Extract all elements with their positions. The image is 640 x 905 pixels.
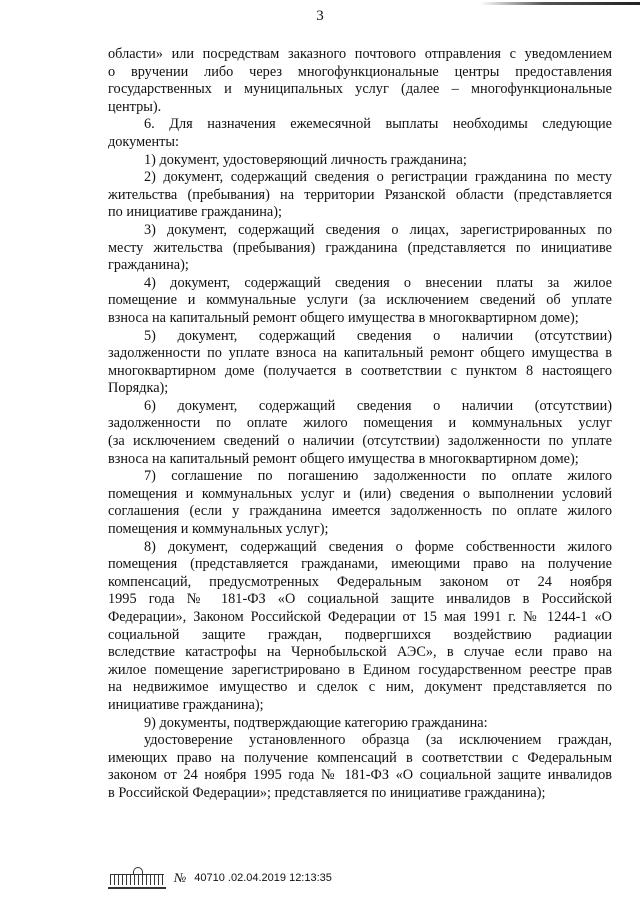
text-line: помещения и коммунальных услуг); xyxy=(108,521,329,538)
text-line: 3) документ, содержащий сведения о лицах, зарегистрированных по xyxy=(144,221,612,238)
text-line: 9) документы, подтверждающие категорию гражданина: xyxy=(144,714,488,731)
text-line: социальной защите граждан, подвергшихся воздействию радиации xyxy=(108,626,612,643)
text-line: жительства (пребывания) на территории Рязанской области (представляется xyxy=(108,186,612,203)
text-line: 8) документ, содержащий сведения о форме собственности жилого xyxy=(144,538,612,555)
text-line: вследствие катастрофы на Чернобыльской АЭС», в случае если право на xyxy=(108,644,612,661)
text-line: на недвижимое имущество и сделок с ним, документ представляется по xyxy=(108,679,612,696)
text-line: взноса на капитальный ремонт общего имущества в многоквартирном доме); xyxy=(108,309,579,326)
document-body xyxy=(108,46,612,803)
text-line: в Российской Федерации»; представляется по инициативе гражданина); xyxy=(108,784,546,801)
text-line: 2) документ, содержащий сведения о регистрации гражданина по месту xyxy=(144,169,612,186)
text-line: государственных и муниципальных услуг (далее – многофункциональные xyxy=(108,81,612,98)
text-line: области» или посредствам заказного почтового отправления с уведомлением xyxy=(108,46,612,62)
text-line: месту жительства (пребывания) гражданина (представляется по инициативе xyxy=(108,239,612,256)
government-building-icon xyxy=(108,867,166,889)
text-line: инициативе гражданина); xyxy=(108,696,264,713)
text-line: 6) документ, содержащий сведения о наличии (отсутствии) xyxy=(144,397,612,414)
scan-edge-mark xyxy=(480,2,640,5)
text-line: задолженности по оплате жилого помещения и коммунальных услуг xyxy=(108,415,612,432)
text-line: 1995 года № 181-ФЗ «О социальной защите инвалидов в Российской xyxy=(108,591,612,608)
text-line: (за исключением сведений о наличии (отсутствии) задолженности по уплате xyxy=(108,433,612,450)
text-line: задолженности по уплате взноса на капитальный ремонт общего имущества в xyxy=(108,345,612,362)
text-line: многоквартирном доме (получается в соответствии с пунктом 8 настоящего xyxy=(108,362,612,379)
text-line: законом от 24 ноября 1995 года № 181-ФЗ «О социальной защите инвалидов xyxy=(108,767,612,784)
text-line: помещения (представляется гражданами, имеющими право на получение xyxy=(108,556,612,573)
footer xyxy=(108,866,332,890)
text-line: Федерации», Законом Российской Федерации от 15 мая 1991 г. № 1244-1 «О xyxy=(108,609,612,625)
text-line: 1) документ, удостоверяющий личность гражданина; xyxy=(144,151,467,168)
text-line: Порядка); xyxy=(108,380,169,397)
text-line: по инициативе гражданина); xyxy=(108,204,282,221)
text-line: центры). xyxy=(108,98,162,115)
text-line: 7) соглашение по погашению задолженности по оплате жилого xyxy=(144,468,612,485)
text-line: документы: xyxy=(108,133,179,150)
text-line: помещения и коммунальных услуг и (или) сведения о выполнении условий xyxy=(108,485,612,502)
text-line: удостоверение установленного образца (за исключением граждан, xyxy=(144,732,612,749)
text-line: 5) документ, содержащий сведения о наличии (отсутствии) xyxy=(144,327,612,344)
text-line: о вручении либо через многофункциональные центры предоставления xyxy=(108,63,612,80)
text-line: жилое помещение зарегистрировано в Едином государственном реестре прав xyxy=(108,661,612,678)
text-line: гражданина); xyxy=(108,257,189,274)
text-line: 6. Для назначения ежемесячной выплаты необходимы следующие xyxy=(144,116,612,133)
registration-stamp: 40710 .02.04.2019 12:13:35 xyxy=(194,872,332,884)
text-line: взноса на капитальный ремонт общего имущества в многоквартирном доме); xyxy=(108,450,579,467)
text-line: соглашения (если у гражданина имеется задолженность по оплате жилого xyxy=(108,503,612,520)
text-line: помещение и коммунальные услуги (за исключением сведений об уплате xyxy=(108,292,612,309)
registration-number-sign-icon: № xyxy=(174,870,187,885)
text-line: компенсаций, предусмотренных Федеральным законом от 24 ноября xyxy=(108,573,612,590)
text-line: имеющих право на получение компенсаций в соответствии с Федеральным xyxy=(108,749,612,766)
page-number: 3 xyxy=(316,8,324,24)
text-line: 4) документ, содержащий сведения о внесении платы за жилое xyxy=(144,274,612,291)
